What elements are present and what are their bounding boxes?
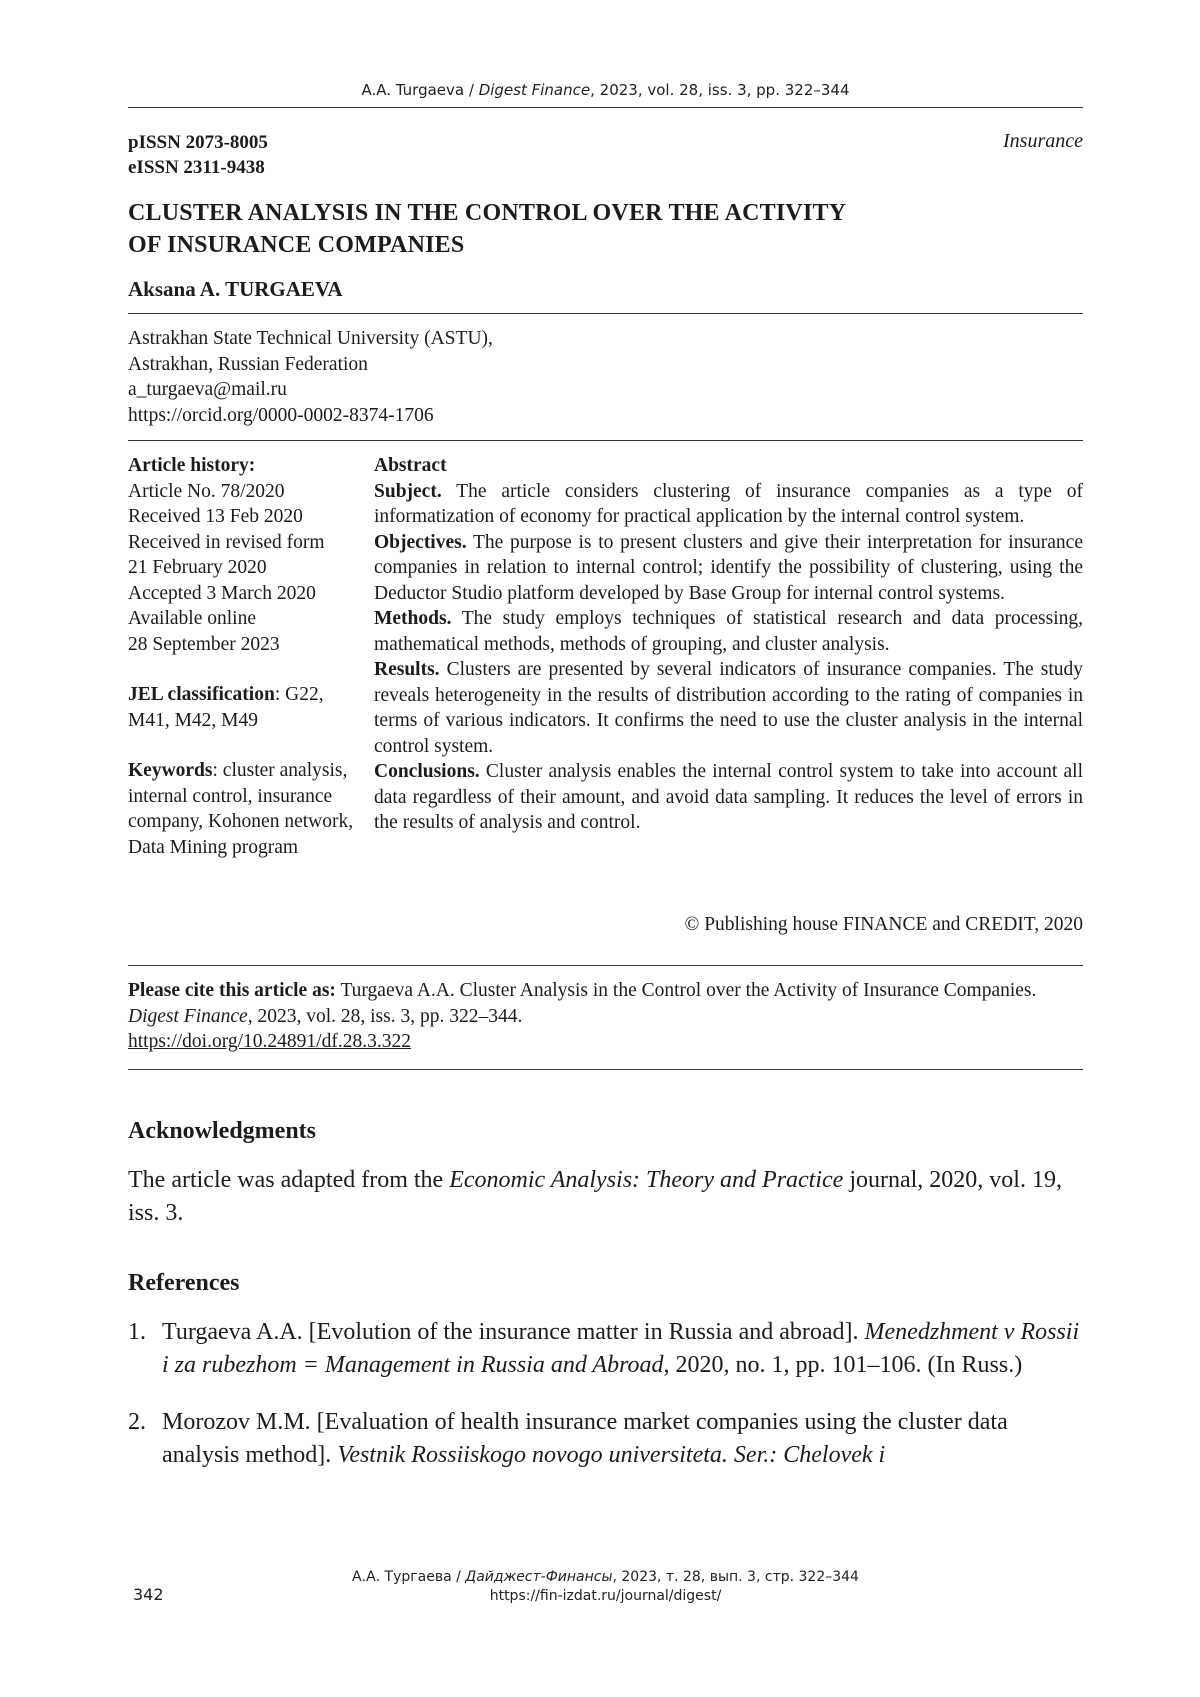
citation-block <box>128 978 1083 1055</box>
reference-source: Menedzhment v Rossii i za rubezhom = Management in Russia and Abroad <box>162 1319 1079 1378</box>
subject-text: The article considers clustering of insurance companies as a type of informatization of economy for practical application by the internal control system. <box>374 481 1083 528</box>
results-text: Clusters are presented by several indicators of insurance companies. The study reveals heterogeneity in the results of distribution according to the rating of companies in terms of various indicators. It confirms the need to use the cluster analysis in the internal control system. <box>374 659 1083 757</box>
history-line: Received 13 Feb 2020 <box>128 504 358 530</box>
acknowledgments-text <box>128 1164 1083 1230</box>
history-line: Received in revised form <box>128 530 358 556</box>
affiliation-institution: Astrakhan State Technical University (ASTU), <box>128 326 493 352</box>
page-number: 342 <box>133 1585 164 1604</box>
running-head: A.A. Turgaeva / Digest Finance, 2023, vol. 28, iss. 3, pp. 322–344 <box>128 81 1083 99</box>
reference-text-before: Turgaeva A.A. [Evolution of the insurance matter in Russia and abroad]. <box>162 1319 865 1345</box>
print-issn: pISSN 2073-8005 <box>128 130 268 155</box>
footer-journal: Дайджест-Финансы <box>465 1569 612 1585</box>
footer-details: , 2023, т. 28, вып. 3, стр. 322–344 <box>613 1569 859 1585</box>
cite-bottom-rule <box>128 1069 1083 1070</box>
reference-item <box>128 1316 1083 1382</box>
history-line: Accepted 3 March 2020 <box>128 581 358 607</box>
electronic-issn: eISSN 2311-9438 <box>128 155 268 180</box>
footer-author: А.А. Тургаева / <box>352 1569 465 1585</box>
abstract <box>374 453 1083 836</box>
footer-citation <box>128 1568 1083 1587</box>
article-history <box>128 453 358 657</box>
running-head-details: , 2023, vol. 28, iss. 3, pp. 322–344 <box>590 81 849 99</box>
history-line: 21 February 2020 <box>128 555 358 581</box>
affiliation <box>128 326 493 428</box>
section-label: Insurance <box>1003 130 1083 153</box>
ack-text-before: The article was adapted from the <box>128 1167 449 1193</box>
title-line-1: CLUSTER ANALYSIS IN THE CONTROL OVER THE ACTIVITY <box>128 197 846 229</box>
article-sidebar <box>128 453 358 885</box>
jel-codes: : G22, M41, M42, M49 <box>128 684 324 731</box>
reference-text <box>162 1406 1083 1472</box>
reference-item <box>128 1406 1083 1472</box>
cite-top-rule <box>128 965 1083 966</box>
ack-text-after: journal, 2020, vol. 19, iss. 3. <box>128 1167 1062 1226</box>
cite-text: Turgaeva A.A. Cluster Analysis in the Control over the Activity of Insurance Companies. <box>336 980 1036 1001</box>
conclusions-text: Cluster analysis enables the internal control system to take into account all data regardless of their amount, and avoid data sampling. It reduces the level of errors in the results of analysis and control. <box>374 761 1083 833</box>
methods-text: The study employs techniques of statistical research and data processing, mathematical methods, methods of grouping, and cluster analysis. <box>374 608 1083 655</box>
jel-label: JEL classification <box>128 684 275 705</box>
header-rule <box>128 107 1083 108</box>
author-email-link[interactable]: a_turgaeva@mail.ru <box>128 377 493 403</box>
doi-link[interactable]: https://doi.org/10.24891/df.28.3.322 <box>128 1031 411 1052</box>
objectives-text: The purpose is to present clusters and give their interpretation for insurance companies in relation to internal control; identify the possibility of clustering, using the Deductor Studio platform developed by Base Group for internal control systems. <box>374 532 1083 604</box>
ack-journal: Economic Analysis: Theory and Practice <box>449 1167 843 1193</box>
conclusions-label: Conclusions. <box>374 761 480 782</box>
affiliation-rule <box>128 440 1083 441</box>
author-rule <box>128 313 1083 314</box>
references-list <box>128 1316 1083 1496</box>
running-head-journal: Digest Finance <box>479 81 590 99</box>
reference-source: Vestnik Rossiiskogo novogo universiteta. Ser.: Chelovek i <box>337 1442 885 1468</box>
jel-classification <box>128 682 358 733</box>
abstract-objectives <box>374 530 1083 607</box>
footer-url-link[interactable]: https://fin-izdat.ru/journal/digest/ <box>128 1587 1083 1606</box>
running-head-author: A.A. Turgaeva <box>361 81 464 99</box>
keywords-label: Keywords <box>128 760 213 781</box>
reference-number: 2. <box>128 1406 162 1472</box>
orcid-link[interactable]: https://orcid.org/0000-0002-8374-1706 <box>128 403 493 429</box>
affiliation-location: Astrakhan, Russian Federation <box>128 352 493 378</box>
abstract-heading: Abstract <box>374 453 1083 479</box>
reference-text <box>162 1316 1083 1382</box>
cite-details: , 2023, vol. 28, iss. 3, pp. 322–344. <box>248 1006 523 1027</box>
copyright-notice: © Publishing house FINANCE and CREDIT, 2020 <box>685 914 1084 936</box>
history-line: Article No. 78/2020 <box>128 479 358 505</box>
references-heading: References <box>128 1270 240 1297</box>
reference-number: 1. <box>128 1316 162 1382</box>
title-line-2: OF INSURANCE COMPANIES <box>128 229 846 261</box>
article-page <box>0 0 1200 1697</box>
abstract-methods <box>374 606 1083 657</box>
abstract-subject <box>374 479 1083 530</box>
cite-journal: Digest Finance <box>128 1006 248 1027</box>
history-line: Available online <box>128 606 358 632</box>
reference-text-before: Morozov M.M. [Evaluation of health insurance market companies using the cluster data analysis method]. <box>162 1409 1008 1468</box>
abstract-conclusions <box>374 759 1083 836</box>
author-name: Aksana A. TURGAEVA <box>128 277 343 302</box>
cite-label: Please cite this article as: <box>128 980 336 1001</box>
abstract-results <box>374 657 1083 759</box>
results-label: Results. <box>374 659 440 680</box>
history-line: 28 September 2023 <box>128 632 358 658</box>
issn-block <box>128 130 268 180</box>
objectives-label: Objectives. <box>374 532 467 553</box>
page-footer <box>128 1568 1083 1606</box>
subject-label: Subject. <box>374 481 442 502</box>
article-title <box>128 197 846 261</box>
keywords-list: : cluster analysis, internal control, insurance company, Kohonen network, Data Mining program <box>128 760 353 858</box>
methods-label: Methods. <box>374 608 451 629</box>
acknowledgments-heading: Acknowledgments <box>128 1118 316 1145</box>
keywords <box>128 758 358 860</box>
history-heading: Article history: <box>128 455 255 476</box>
reference-text-after: , 2020, no. 1, pp. 101–106. (In Russ.) <box>664 1352 1023 1378</box>
